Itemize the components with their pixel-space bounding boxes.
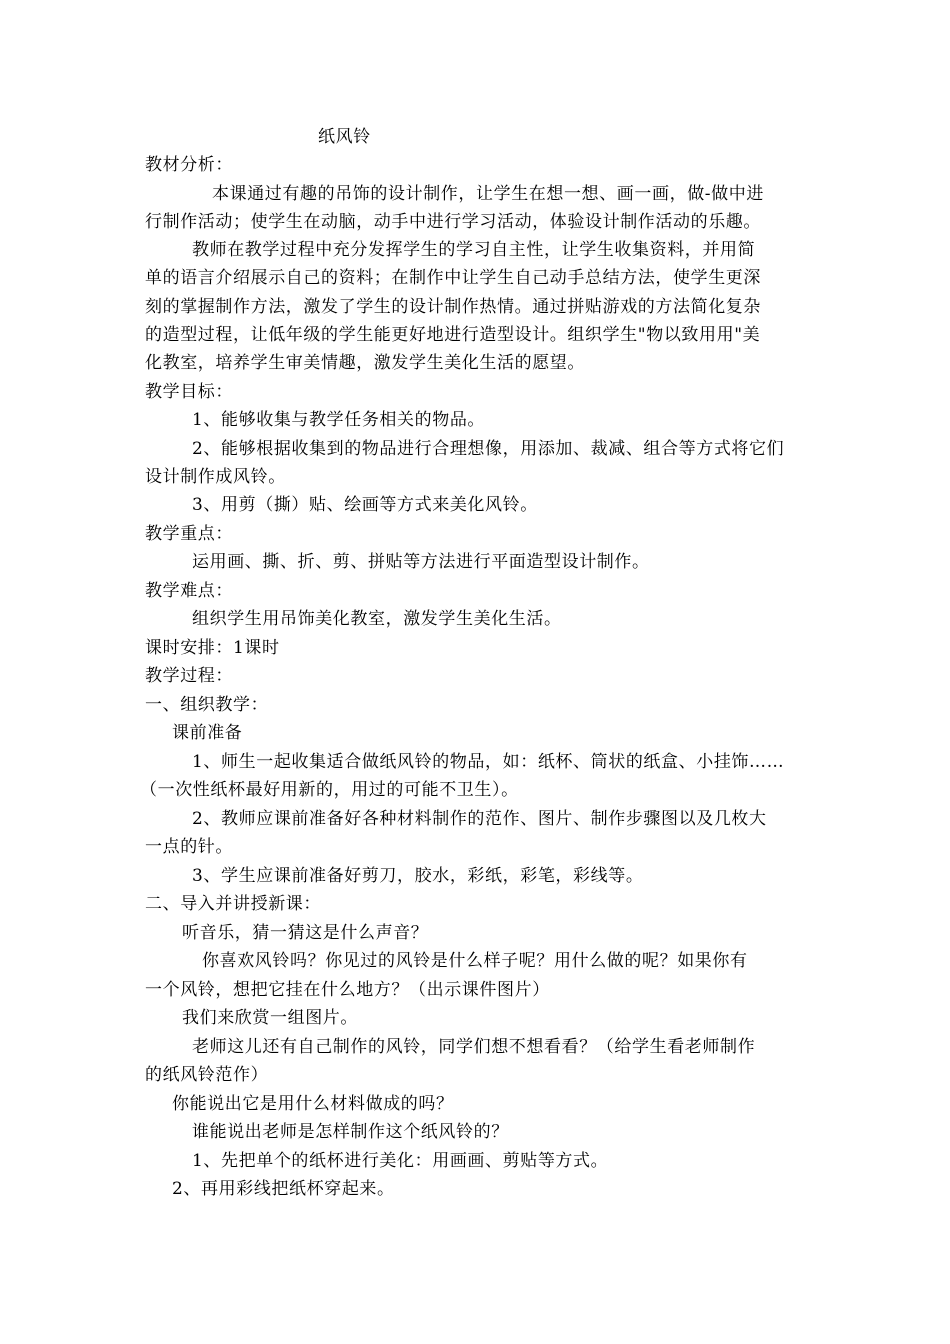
section-heading: 教学过程： — [145, 666, 233, 686]
paragraph-line: 单的语言介绍展示自己的资料；在制作中让学生自己动手总结方法，使学生更深 — [145, 268, 761, 288]
paragraph-line: 化教室，培养学生审美情趣，激发学生美化生活的愿望。 — [145, 353, 585, 373]
paragraph-line: 你能说出它是用什么材料做成的吗？ — [172, 1094, 454, 1114]
paragraph-line: 的纸风铃范作） — [145, 1065, 269, 1085]
paragraph-line: 教师在教学过程中充分发挥学生的学习自主性，让学生收集资料，并用简 — [192, 240, 756, 260]
paragraph-line: 听音乐，猜一猜这是什么声音？ — [182, 923, 429, 943]
paragraph-line: 的造型过程，让低年级的学生能更好地进行造型设计。组织学生"物以致用用"美 — [145, 325, 761, 345]
section-heading: 教材分析： — [145, 155, 233, 175]
paragraph-line: 行制作活动；使学生在动脑，动手中进行学习活动，体验设计制作活动的乐趣。 — [145, 212, 761, 232]
paragraph-line: 本课通过有趣的吊饰的设计制作，让学生在想一想、画一画，做-做中进 — [212, 184, 764, 204]
paragraph-line: 刻的掌握制作方法，激发了学生的设计制作热情。通过拼贴游戏的方法简化复杂 — [145, 297, 761, 317]
paragraph-line: 组织学生用吊饰美化教室，激发学生美化生活。 — [192, 609, 562, 629]
paragraph-line: 你喜欢风铃吗？你见过的风铃是什么样子呢？用什么做的呢？如果你有 — [202, 951, 748, 971]
list-item: 1、能够收集与教学任务相关的物品。 — [192, 410, 486, 430]
paragraph-line: 老师这儿还有自己制作的风铃，同学们想不想看看？（给学生看老师制作 — [192, 1037, 756, 1057]
document-title: 纸风铃 — [318, 127, 371, 147]
list-item: 一点的针。 — [145, 837, 233, 857]
subheading: 课前准备 — [172, 723, 243, 743]
list-item: 2、再用彩线把纸杯穿起来。 — [172, 1179, 395, 1199]
paragraph-line: 谁能说出老师是怎样制作这个纸风铃的？ — [192, 1122, 509, 1142]
paragraph-line: 一个风铃，想把它挂在什么地方？（出示课件图片） — [145, 980, 550, 1000]
paragraph-line: 运用画、撕、折、剪、拼贴等方法进行平面造型设计制作。 — [192, 552, 650, 572]
section-heading: 二、导入并讲授新课： — [145, 894, 321, 914]
section-heading: 教学重点： — [145, 524, 233, 544]
list-item: （一次性纸杯最好用新的，用过的可能不卫生）。 — [140, 780, 519, 800]
section-heading: 教学难点： — [145, 581, 233, 601]
paragraph-line: 我们来欣赏一组图片。 — [182, 1008, 358, 1028]
section-heading: 一、组织教学： — [145, 695, 269, 715]
list-item: 2、能够根据收集到的物品进行合理想像，用添加、裁减、组合等方式将它们 — [192, 439, 785, 459]
list-item: 3、学生应课前准备好剪刀，胶水，彩纸，彩笔，彩线等。 — [192, 866, 644, 886]
section-heading: 教学目标： — [145, 382, 233, 402]
list-item: 2、教师应课前准备好各种材料制作的范作、图片、制作步骤图以及几枚大 — [192, 809, 767, 829]
list-item: 设计制作成风铃。 — [145, 467, 286, 487]
list-item: 3、用剪（撕）贴、绘画等方式来美化风铃。 — [192, 495, 538, 515]
section-heading: 课时安排：1课时 — [145, 638, 280, 658]
list-item: 1、师生一起收集适合做纸风铃的物品，如：纸杯、筒状的纸盒、小挂饰…… — [192, 752, 785, 772]
list-item: 1、先把单个的纸杯进行美化：用画画、剪贴等方式。 — [192, 1151, 609, 1171]
